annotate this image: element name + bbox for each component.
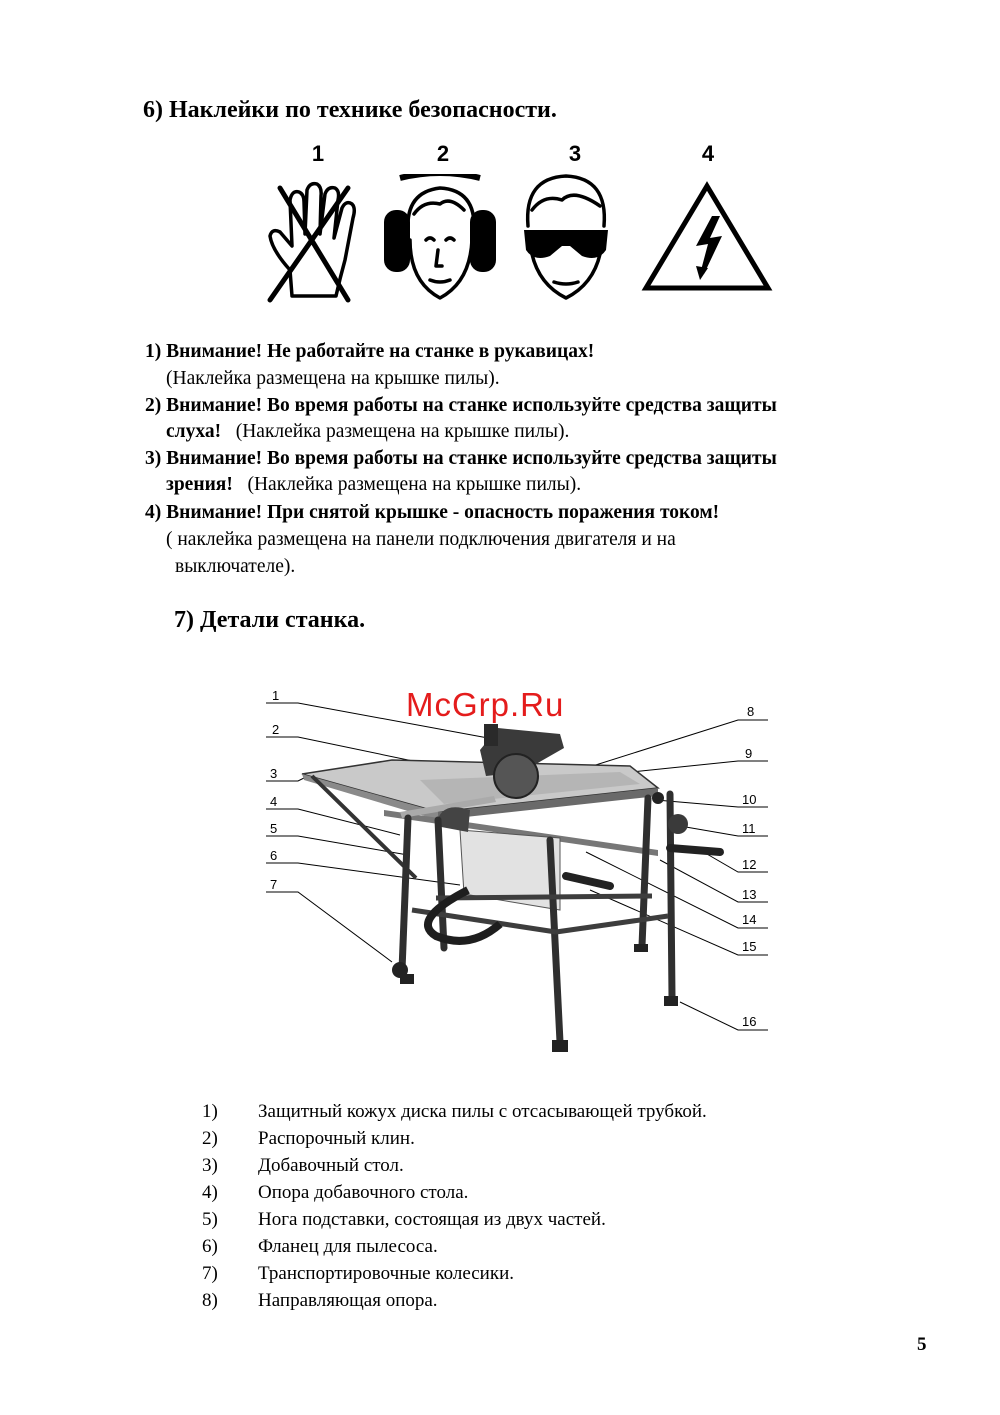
warning-1-text: 1) Внимание! Не работайте на станке в рукавицах!: [145, 341, 595, 362]
list-item-number: 5): [202, 1209, 218, 1230]
warning-1-note: (Наклейка размещена на крышке пилы).: [166, 368, 500, 389]
callout-13: 13: [742, 887, 757, 902]
list-item: [202, 1125, 902, 1152]
list-item-text: Распорочный клин.: [258, 1128, 415, 1149]
list-item-number: 7): [202, 1263, 218, 1284]
callout-1: 1: [272, 688, 280, 703]
list-item-text: Защитный кожух диска пилы с отсасывающей трубкой.: [258, 1101, 707, 1122]
warning-2-note: (Наклейка размещена на крышке пилы).: [235, 421, 570, 442]
callout-11: 11: [742, 821, 756, 836]
list-item-number: 4): [202, 1182, 218, 1203]
list-item: [202, 1287, 902, 1314]
callout-6: 6: [270, 848, 278, 863]
list-item-text: Направляющая опора.: [258, 1290, 438, 1311]
section-6-title: 6) Наклейки по технике безопасности.: [143, 97, 557, 123]
high-voltage-icon: [640, 180, 774, 294]
callout-4: 4: [270, 794, 278, 809]
callout-15: 15: [742, 939, 757, 954]
section-7-title: 7) Детали станка.: [174, 607, 366, 633]
list-item: [202, 1206, 902, 1233]
ear-protection-icon: [380, 174, 500, 302]
list-item: [202, 1179, 902, 1206]
warning-3-text: 3) Внимание! Во время работы на станке используйте средства защиты: [145, 448, 777, 469]
no-gloves-icon: [262, 178, 362, 306]
callout-3: 3: [270, 766, 278, 781]
watermark: McGrp.Ru: [406, 686, 565, 723]
list-item-number: 6): [202, 1236, 218, 1257]
parts-list: [202, 1098, 902, 1318]
list-item-number: 2): [202, 1128, 218, 1149]
warning-3-line2: [166, 472, 581, 498]
icon-number-2: 2: [436, 141, 450, 166]
warning-4-note-cont: выключателе).: [175, 556, 296, 577]
callout-16: 16: [742, 1014, 757, 1029]
page-number: 5: [917, 1334, 927, 1355]
list-item-text: Нога подставки, состоящая из двух частей.: [258, 1209, 606, 1230]
list-item: [202, 1260, 902, 1287]
table-saw-figure: [260, 680, 780, 1070]
warning-3-text-cont: зрения!: [166, 474, 233, 495]
list-item-text: Добавочный стол.: [258, 1155, 404, 1176]
list-item-text: Транспортировочные колесики.: [258, 1263, 514, 1284]
eye-protection-icon: [518, 170, 614, 304]
callout-7: 7: [270, 877, 278, 892]
list-item-text: Фланец для пылесоса.: [258, 1236, 438, 1257]
list-item-number: 3): [202, 1155, 218, 1176]
icon-number-3: 3: [568, 141, 582, 166]
list-item-number: 1): [202, 1101, 218, 1122]
callout-10: 10: [742, 792, 757, 807]
list-item: [202, 1233, 902, 1260]
icon-number-4: 4: [701, 141, 715, 166]
warning-4-text: 4) Внимание! При снятой крышке - опасность поражения током!: [145, 502, 720, 523]
warning-2-text-cont: слуха!: [166, 421, 222, 442]
callout-5: 5: [270, 821, 278, 836]
callout-14: 14: [742, 912, 757, 927]
list-item: [202, 1098, 902, 1125]
warning-4-note: ( наклейка размещена на панели подключения двигателя и на: [166, 529, 676, 550]
callout-8: 8: [747, 704, 755, 719]
warning-3-note: (Наклейка размещена на крышке пилы).: [247, 474, 582, 495]
callout-9: 9: [745, 746, 753, 761]
list-item-number: 8): [202, 1290, 218, 1311]
icon-number-1: 1: [311, 141, 325, 166]
list-item: [202, 1152, 902, 1179]
warning-2-line2: [166, 419, 569, 445]
callout-2: 2: [272, 722, 280, 737]
list-item-text: Опора добавочного стола.: [258, 1182, 469, 1203]
warning-2-text: 2) Внимание! Во время работы на станке используйте средства защиты: [145, 395, 777, 416]
callout-12: 12: [742, 857, 757, 872]
